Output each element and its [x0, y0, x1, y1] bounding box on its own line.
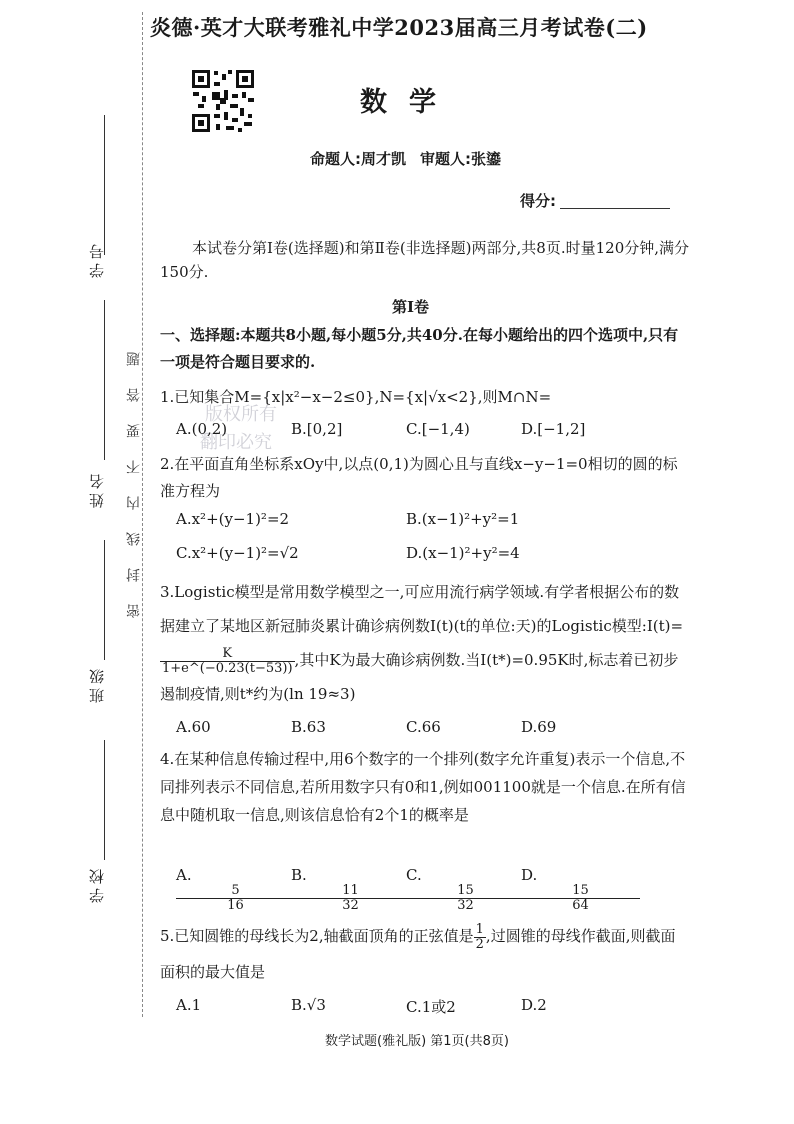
question-5-stem: [160, 918, 690, 990]
q1-option-a[interactable]: A.(0,2): [176, 420, 228, 438]
volume-heading: 第Ⅰ卷: [392, 298, 430, 316]
q4-option-b-label: B.: [291, 866, 307, 884]
q2-option-b[interactable]: B.(x−1)²+y²=1: [406, 510, 520, 528]
authors: [310, 148, 515, 169]
question-1-stem: 1.已知集合M={x|x²−x−2≤0},N={x|√x<2},则M∩N=: [160, 388, 552, 406]
score-blank[interactable]: [560, 208, 670, 209]
q4-option-d-frac: [521, 884, 636, 913]
q4-option-a-label: A.: [176, 866, 192, 884]
exam-title: 炎德·英才大联考雅礼中学2023届高三月考试卷(二): [150, 15, 648, 40]
q5-frac-num: 1: [475, 921, 484, 937]
name-label: 姓名: [88, 470, 106, 508]
student-id-label: 学号: [88, 240, 106, 278]
q4-option-b[interactable]: [291, 866, 406, 913]
q4-d-num: 15: [521, 884, 640, 899]
q4-option-a-frac: [176, 884, 291, 913]
q5-option-b[interactable]: B.√3: [291, 996, 326, 1014]
reviewer-label: 审题人:张鎏: [420, 150, 501, 168]
question-2-options-row1: [176, 510, 686, 528]
q3-option-b[interactable]: B.63: [291, 718, 326, 736]
q4-c-den: 32: [457, 898, 474, 913]
q4-option-d-label: D.: [521, 866, 538, 884]
q3-option-d[interactable]: D.69: [521, 718, 557, 736]
q3-option-a[interactable]: A.60: [176, 718, 211, 736]
q4-option-d[interactable]: [521, 866, 636, 913]
question-5-options: [176, 996, 686, 1017]
q4-option-c-label: C.: [406, 866, 422, 884]
q5-stem-part1: 5.已知圆锥的母线长为2,轴截面顶角的正弦值是: [160, 927, 474, 945]
q4-option-b-frac: [291, 884, 406, 913]
exam-intro: 本试卷分第Ⅰ卷(选择题)和第Ⅱ卷(非选择题)两部分,共8页.时量120分钟,满分150分.: [160, 239, 690, 281]
question-4-stem: 4.在某种信息传输过程中,用6个数字的一个排列(数字允许重复)表示一个信息,不同排列表示不同信息,若所用数字只有0和1,例如001100就是一个信息.在所有信息中随机取一信息,则该信息恰有2个1的概率是: [160, 750, 686, 824]
q5-option-a[interactable]: A.1: [176, 996, 202, 1014]
question-3-options: [176, 718, 686, 736]
q4-a-den: 16: [227, 898, 244, 913]
q4-option-c-frac: [406, 884, 521, 913]
q5-option-c[interactable]: C.1或2: [406, 998, 456, 1016]
q3-formula-den: 1+e^(−0.23(t−53)): [162, 660, 293, 676]
student-id-line: [104, 115, 105, 255]
q3-stem-part1: 3.Logistic模型是常用数学模型之一,可应用流行病学领域.有学者根据公布的数据建立了某地区新冠肺炎累计确诊病例数I(t)(t的单位:天)的Logistic模型:I(t)=: [160, 583, 684, 635]
school-line: [104, 740, 105, 860]
score-field[interactable]: [520, 190, 670, 211]
question-2-options-row2: [176, 544, 686, 562]
q2-option-d[interactable]: D.(x−1)²+y²=4: [406, 544, 520, 562]
qr-code-icon: [190, 68, 256, 134]
question-3-stem: [160, 575, 690, 711]
question-2-stem: 2.在平面直角坐标系xOy中,以点(0,1)为圆心且与直线x−y−1=0相切的圆的标准方程为: [160, 455, 678, 500]
q4-b-num: 11: [291, 884, 410, 899]
q4-b-den: 32: [342, 898, 359, 913]
seal-warning-text: 密封线内不要答题: [126, 330, 142, 618]
q3-option-c[interactable]: C.66: [406, 718, 441, 736]
q1-option-b[interactable]: B.[0,2]: [291, 420, 343, 438]
q1-option-d[interactable]: D.[−1,2]: [521, 420, 586, 438]
q2-option-c[interactable]: C.x²+(y−1)²=√2: [176, 544, 299, 562]
q5-frac: [474, 923, 486, 952]
class-line: [104, 540, 105, 660]
watermark-line2: 翻印必究: [200, 432, 272, 453]
score-label: 得分:: [520, 192, 556, 210]
q1-option-c[interactable]: C.[−1,4): [406, 420, 470, 438]
setter-label: 命题人:周才凯: [310, 150, 406, 168]
watermark-line1: 版权所有: [205, 404, 277, 425]
class-label: 班级: [88, 665, 106, 703]
q3-formula-num: K: [160, 647, 295, 662]
q4-a-num: 5: [176, 884, 295, 899]
q4-d-den: 64: [572, 898, 589, 913]
q2-option-a[interactable]: A.x²+(y−1)²=2: [176, 510, 290, 528]
page-footer: 数学试题(雅礼版) 第1页(共8页): [325, 1034, 509, 1049]
q3-formula: [160, 647, 295, 676]
subject-title: 数学: [360, 87, 458, 118]
section-heading: 一、选择题:本题共8小题,每小题5分,共40分.在每小题给出的四个选项中,只有一项是符合题目要求的.: [160, 326, 679, 371]
name-line: [104, 300, 105, 460]
q5-frac-den: 2: [475, 936, 484, 952]
school-label: 学校: [88, 865, 106, 903]
q5-option-d[interactable]: D.2: [521, 996, 547, 1014]
q4-option-c[interactable]: [406, 866, 521, 913]
q3-stem-part2: ,其中K为最大确诊病例数.当I(t*)=0.95K时,标志着已初步遏制疫情,则t*约为(ln 19≈3): [160, 651, 679, 703]
q4-option-a[interactable]: [176, 866, 291, 913]
question-1-options: [176, 420, 686, 438]
q4-c-num: 15: [406, 884, 525, 899]
question-4-options: [176, 866, 686, 913]
q5-stem-part2: ,过圆锥的母线作截面,则截面面积的最大值是: [160, 927, 676, 981]
